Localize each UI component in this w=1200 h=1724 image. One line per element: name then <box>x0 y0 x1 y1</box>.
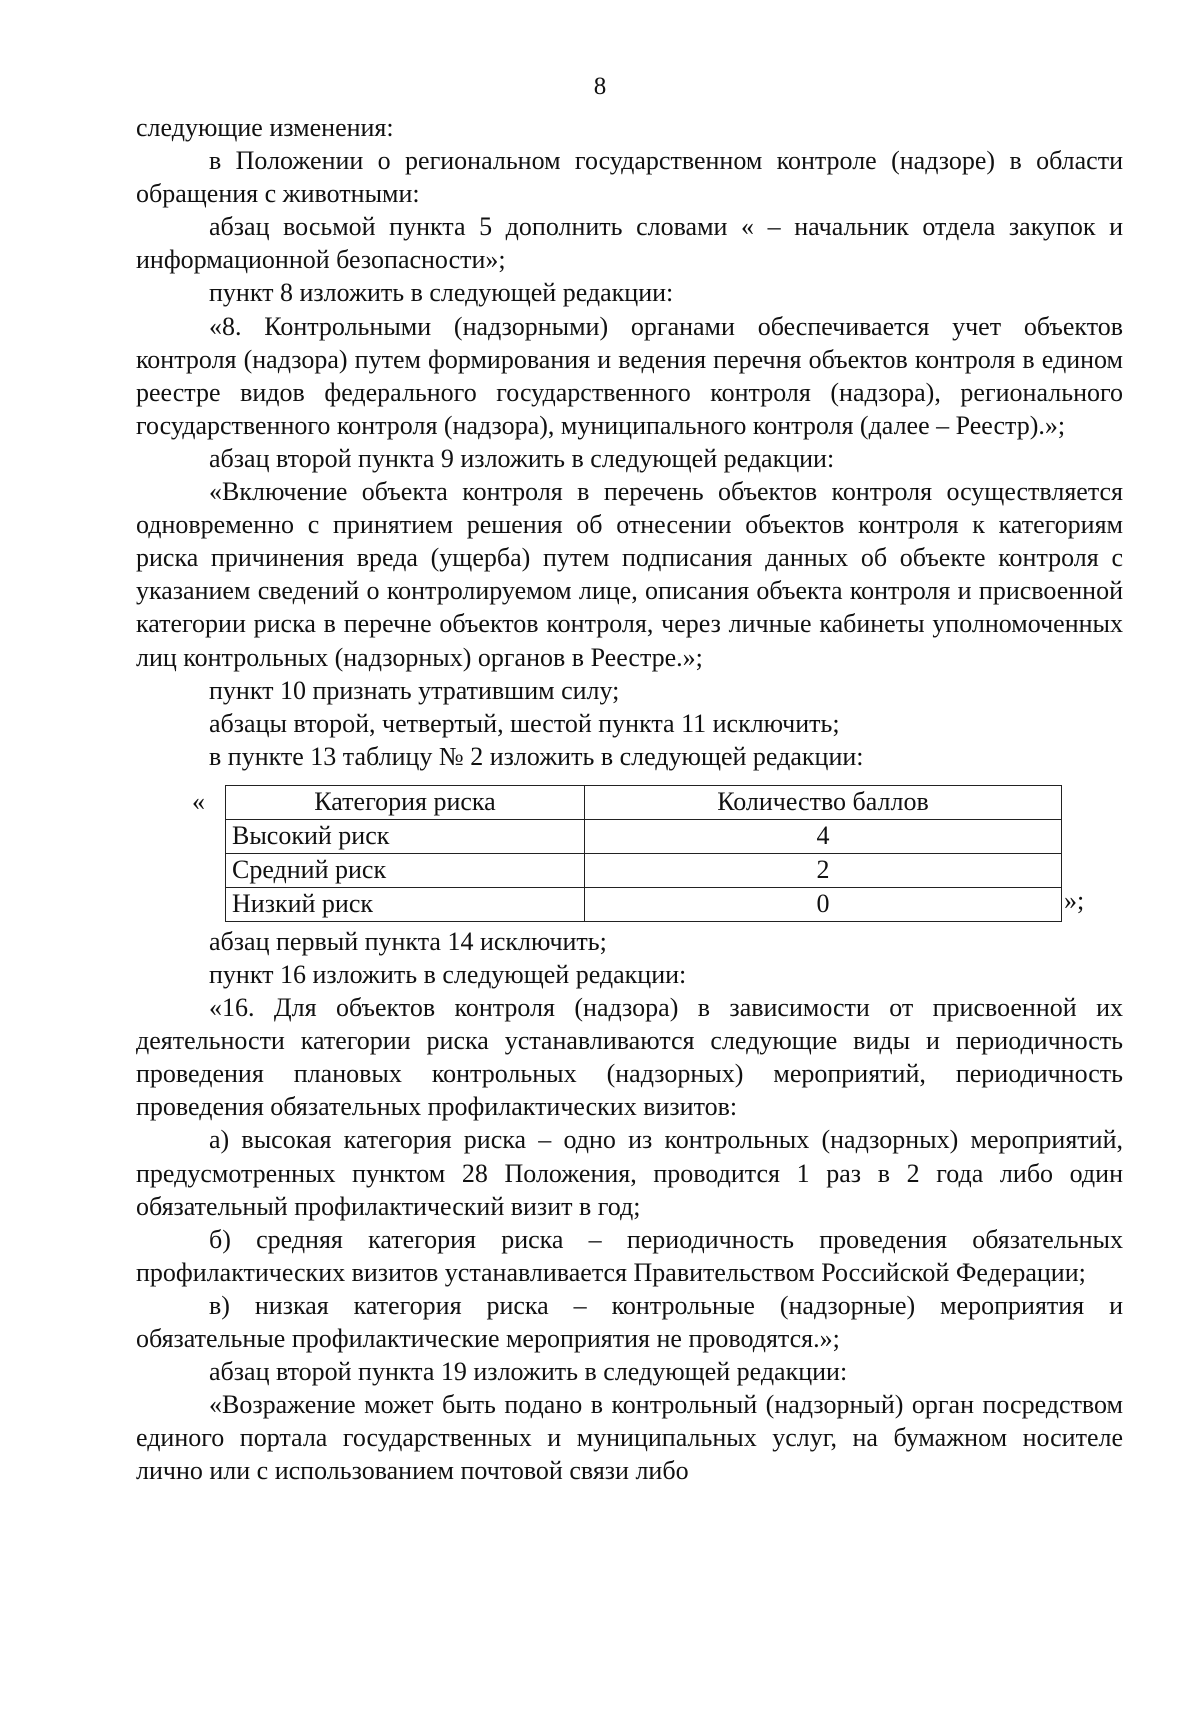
table-row <box>226 887 1062 921</box>
risk-table-block <box>136 785 1123 925</box>
paragraph: абзац второй пункта 19 изложить в следующей редакции: <box>209 1357 848 1387</box>
paragraphs-before-table <box>136 111 1123 773</box>
paragraph: а) высокая категория риска – одно из контрольных (надзорных) мероприятий, предусмотренных пунктом 28 Положения, проводится 1 раз в 2 года либо один обязательный профилактический визит в год; <box>136 1125 1123 1221</box>
table-closing-quote: »; <box>1064 885 1085 915</box>
paragraph: пункт 16 изложить в следующей редакции: <box>209 959 687 989</box>
risk-category-cell: Средний риск <box>226 853 585 887</box>
paragraph: б) средняя категория риска – периодичность проведения обязательных профилактических визитов устанавливается Правительством Российской Федерации; <box>136 1224 1123 1287</box>
paragraph: в Положении о региональном государственном контроле (надзоре) в области обращения с животными: <box>136 146 1123 209</box>
header-risk-category: Категория риска <box>226 785 585 819</box>
paragraph: абзац восьмой пункта 5 дополнить словами « – начальник отдела закупок и информационной безопасности»; <box>136 212 1123 275</box>
paragraph: абзацы второй, четвертый, шестой пункта 11 исключить; <box>209 708 840 738</box>
points-cell: 0 <box>585 887 1062 921</box>
table-opening-quote: « <box>192 786 205 816</box>
paragraph: абзац второй пункта 9 изложить в следующей редакции: <box>209 443 835 473</box>
table-row <box>226 819 1062 853</box>
paragraph: «8. Контрольными (надзорными) органами обеспечивается учет объектов контроля (надзора) путем формирования и ведения перечня объектов контроля в едином реестре видов федерального государственного контроля (надзора), регионального государственного контроля (надзора), муниципального контроля (далее – Реестр).»; <box>136 311 1123 440</box>
risk-category-cell: Высокий риск <box>226 819 585 853</box>
table-row <box>226 853 1062 887</box>
paragraph: абзац первый пункта 14 исключить; <box>209 926 607 956</box>
points-cell: 2 <box>585 853 1062 887</box>
points-cell: 4 <box>585 819 1062 853</box>
paragraph: «Включение объекта контроля в перечень объектов контроля осуществляется одновременно с принятием решения об отнесении объектов контроля к категориям риска причинения вреда (ущерба) путем подписания данных об объекте контроля с указанием сведений о контролируемом лице, описания объекта контроля и присвоенной категории риска в перечне объектов контроля, через личные кабинеты уполномоченных лиц контрольных (надзорных) органов в Реестре.»; <box>136 477 1123 672</box>
header-points: Количество баллов <box>585 785 1062 819</box>
document-body <box>136 111 1123 1487</box>
paragraph: в) низкая категория риска – контрольные (надзорные) мероприятия и обязательные профилактические мероприятия не проводятся.»; <box>136 1290 1123 1353</box>
paragraph: следующие изменения: <box>136 113 394 142</box>
paragraph: пункт 10 признать утратившим силу; <box>209 675 620 705</box>
paragraph: в пункте 13 таблицу № 2 изложить в следующей редакции: <box>209 741 864 771</box>
paragraph: «Возражение может быть подано в контрольный (надзорный) орган посредством единого портала государственных и муниципальных услуг, на бумажном носителе лично или с использованием почтовой связи либо <box>136 1390 1123 1486</box>
paragraphs-after-table <box>136 925 1123 1488</box>
page-number: 8 <box>593 73 607 100</box>
table-header-row <box>226 785 1062 819</box>
paragraph: пункт 8 изложить в следующей редакции: <box>209 278 674 308</box>
paragraph: «16. Для объектов контроля (надзора) в зависимости от присвоенной их деятельности категории риска устанавливаются следующие виды и периодичность проведения плановых контрольных (надзорных) мероприятий, периодичность проведения обязательных профилактических визитов: <box>136 993 1123 1122</box>
risk-category-table <box>225 785 1062 922</box>
risk-category-cell: Низкий риск <box>226 887 585 921</box>
